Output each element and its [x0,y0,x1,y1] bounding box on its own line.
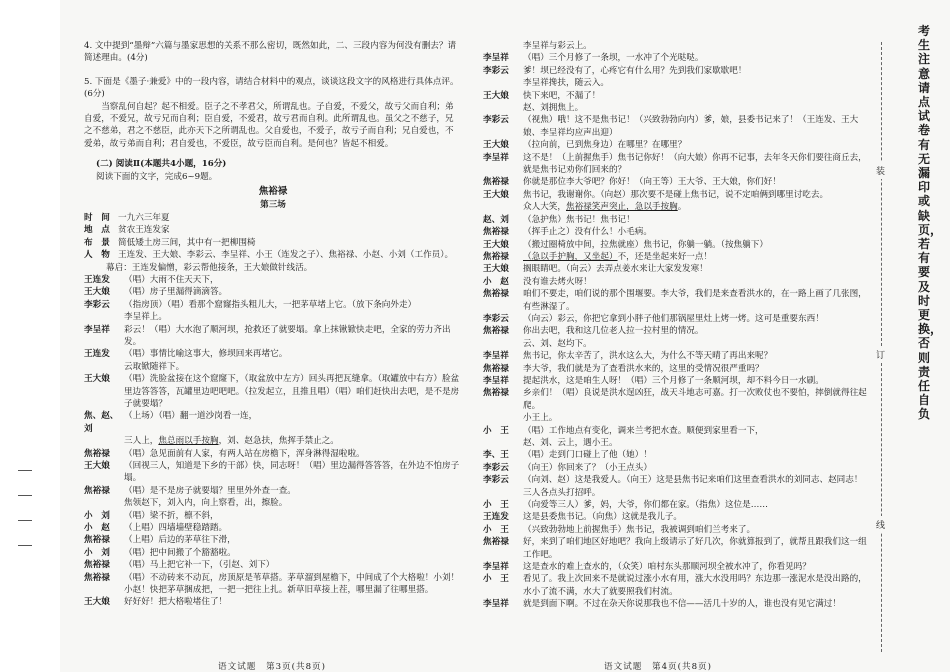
speech: （向爱等三人）爹，妈，大爷，你们都在家。（指焦）这位是…… [523,500,768,511]
left-margin [0,0,60,672]
stage-direction: 众人大笑，焦裕禄笑声突止，急以手按胸。 [523,202,687,213]
speech: （急以手护胸，又坐起）不，还是坐起来好一点！ [523,251,713,262]
dialogue-line [483,499,875,511]
dialogue-line [84,460,462,485]
dialogue-line [483,114,875,139]
dialogue-line [483,536,875,561]
speech: （唱）大雨不住天天下， [124,274,219,285]
speech: 好，来到了咱们地区好地吧？我向上级请示了好几次，你就算报到了，就帮且跟我们这一组工作吧。 [523,537,867,560]
speech: （唱）把中间搬了个豁豁啦。 [124,547,236,558]
speaker: 李彩云 [483,475,509,486]
examinee-notice: 考生注意请点试卷有无漏印或缺页，若有要及时更换，否则责任自负 [918,24,943,422]
dialogue-line [483,288,875,313]
meta-row [84,249,462,261]
meta-value: 一九六三年夏 [118,212,170,223]
speech: 彩云！（唱）大水泡了顺河坝，抢救还了就要塌。拿上抹锹锨快走吧，全家的劳力齐出发。 [124,324,451,347]
speaker: 李呈祥 [483,152,509,163]
dialogue-line [483,313,875,325]
dialogue-line [483,251,875,263]
dialogue-line [483,573,875,598]
stage-direction: 李呈祥与彩云上。 [523,41,592,51]
speaker: 焦裕禄 [483,326,509,337]
binding-mark-ding: 订 [876,346,885,363]
speaker: 李呈祥 [483,599,509,610]
dialogue-line [483,325,875,337]
meta-row [84,212,462,224]
meta-value: 简低矮土房三间，其中有一把柳围椅 [118,237,256,248]
speech: （上唱）四墙墙壁稳踏踏。 [124,523,228,534]
speech: （唱）是不是房子就要塌？里里外外查一查。 [124,485,296,496]
speech: （回视三人，知道是下乡的干部）快，同志呀！（唱）里边漏得答答答，在外边不怕房子塌。 [124,461,460,484]
meta-value: 王连发、王大娘、李彩云、李呈祥、小王（连发之子）、焦裕禄、小赵、小刘（工作员）。 [118,250,454,261]
dialogue-line [483,263,875,275]
dialogue-line [483,387,875,412]
dialogue-line [84,324,462,349]
speech: （向云）彩云，你把它拿到小胖子他们那锅屋里灶上烤一烤。这可是重要东西！ [523,313,824,324]
speech: （指房顶）（唱）看那个窟窿指头粗儿大，一把茅草堵上它。（放下条向外走） [124,299,417,310]
dialogue-line [84,410,462,435]
footer-page-4: 语文试题 第4页(共8页) [604,662,712,672]
speech: （唱）走到门口碰上了他（她）！ [523,450,652,461]
curtain-note: 幕启：王连发偏憎，彩云帮他接条，王大娘做针线活。 [106,262,313,273]
dialogue-line [483,474,875,486]
speech: 快下来吧，不漏了！ [523,90,601,101]
binding-mark-zhuang: 装 [876,162,885,179]
speech: （唱）房子里漏得滴滴答。 [124,287,228,298]
dialogue-line [84,510,462,522]
meta-key: 时 间 [84,212,110,223]
speech: （急护焦）焦书记！焦书记！ [523,214,635,225]
speaker: 李呈祥 [483,53,509,64]
speaker: 王连发 [84,349,110,360]
dialogue-line [84,547,462,559]
speaker: 焦裕禄 [84,535,110,546]
right-dialogue [483,40,875,611]
speaker: 小 刘 [84,510,110,521]
speaker: 焦裕禄 [483,177,509,188]
speech: 提起洪水，这是咱生人呀！（唱）三个月修了一条顺河坝，却不料今日一水刷。 [523,375,824,386]
speech: （唱）洗脸盆接在这个窟窿下，（取盆放中左方）回头再把瓦缝拿。（取罐放中右方）脸盆里边答答答，瓦罐里边吧吧吧。（拉发起立，且推且唱）（唱）咱们赶快出去吧，是不是房子就要塌？ [124,374,460,409]
speaker: 小 赵 [483,276,509,287]
speaker: 焦裕禄 [483,388,509,399]
dialogue-line [483,139,875,151]
dialogue-line [84,286,462,298]
dialogue-line [483,375,875,387]
stage-direction: 小王上。 [523,413,558,424]
dialogue-line [84,596,462,608]
speaker: 王大娘 [483,140,509,151]
speech: （唱）事情比喻这事大，修坝回来再堵它。 [124,349,288,360]
speaker: 焦裕禄 [483,227,509,238]
speaker: 李呈祥 [84,324,110,335]
speaker: 王大娘 [483,189,509,200]
dialogue-line [84,534,462,546]
dialogue-line [483,449,875,461]
question-4: 4. 文中提到“墨辩”六篇与墨家思想的关系不那么密切，既然如此，二、三段内容为何没有删去？请简述理由。(4分) [84,41,457,64]
speech: 焦书记，你太辛苦了，洪水这么大，为什么不等天晴了再出来呢？ [523,351,773,362]
page-4 [483,40,875,611]
stage-direction: 三人各点头打招呼。 [523,487,601,498]
dialogue-line [483,561,875,573]
stage-direction: 云、刘、赵均下。 [523,338,592,349]
speech: （搬过圈椅放中间，拉焦就座）焦书记，你躺一躺。（按焦躺下） [523,239,768,250]
binding-marks [18,470,32,570]
speaker: 李呈祥 [483,562,509,573]
speech: （唱）三个月修了一条坝，一水冲了个光哒哒。 [523,53,704,64]
speaker: 李呈祥 [483,375,509,386]
stage-direction: 赵、刘拥焦上。 [523,103,584,114]
dialogue-line [84,522,462,534]
speech: 这不是！（上前握焦手）焦书记你好！（向大娘）你再不记事，去年冬天你们要往商丘去，就是焦书记劝你们回来的？ [523,152,867,176]
meta-key: 布 景 [84,237,110,248]
speaker: 李彩云 [483,462,509,473]
stage-direction: 三人上，焦总雨以手按胸，刘、赵急扶，焦挥手禁止之。 [124,436,339,447]
stage-direction: 赵、刘、云上，遇小王。 [523,438,618,448]
dialogue-line [483,65,875,77]
speaker: 小 王 [483,574,509,585]
dialogue-line [84,348,462,360]
speech: （向王）你回来了？（小王点头） [523,462,652,473]
speech: （视焦）哦！这不是焦书记！（兴致勃勃向内）爹，娘，县委书记来了！（王连发、王大娘、李呈祥均应声出迎） [523,115,859,138]
stage-direction: 李呈祥上。 [124,312,167,323]
speaker: 焦裕禄 [84,448,110,459]
speaker: 王大娘 [483,264,509,275]
speech: （上场）（唱）翻一道沙岗看一连， [124,411,258,422]
speaker: 焦裕禄 [84,560,110,571]
speech: 你就是那位李大爷吧？你好！（向王等）王大爷、王大娘，你们好！ [523,177,781,188]
speaker: 小 赵 [84,523,110,534]
speaker: 李呈祥 [483,351,509,362]
speech: 这是查水的难上查水的，（众笑）咱村东头那顺河坝全被水冲了，你看见吗？ [523,562,811,573]
speaker: 王大娘 [84,374,110,385]
stage-direction: 李呈祥搀扶，随云入。 [523,78,609,89]
speaker: 王大娘 [483,90,509,101]
dialogue-line [483,350,875,362]
speech: （挥手止之）没有什么！小毛病。 [523,227,652,238]
question-5: 5. 下面是《墨子·兼爱》中的一段内容，请结合材料中的观点，谈谈这段文字的风格进行具体点评。(6分) [84,76,459,100]
scene-title: 第三场 [260,200,286,211]
speech: 乡亲们！（唱）良说是洪水逞凶狂，战天斗地志可嘉。打一次败仗也不要怕，摔倒就得往起爬。 [523,388,867,411]
dialogue-line [483,524,875,536]
meta-key: 地 点 [84,225,110,236]
speaker: 焦、赵、刘 [84,411,119,434]
speaker: 王大娘 [483,239,509,250]
page-3 [84,40,462,609]
speaker: 王大娘 [84,461,110,471]
speaker: 焦裕禄 [483,537,509,548]
speaker: 李、王 [483,450,509,461]
speaker: 焦裕禄 [483,289,509,300]
speaker: 王大娘 [84,597,110,608]
left-dialogue [84,274,462,609]
speaker: 赵、刘 [483,214,509,225]
dialogue-line [84,572,462,597]
dialogue-line [483,176,875,188]
dialogue-line [483,276,875,288]
speech: （兴致勃勃地上前握焦手）焦书记，我被调到咱们兰考来了。 [523,524,756,535]
speaker: 焦裕禄 [84,485,110,496]
speaker: 王大娘 [84,287,110,298]
speech: 没有谁去烤火呀！ [523,276,592,287]
speech: 就是到面下啊。不过在杂天你说那我也不信——活几十岁的人，谁也没有见它满过！ [523,599,841,610]
section-heading: (二) 阅读Ⅱ(本题共4小题，16分) [96,159,227,170]
dialogue-line [483,152,875,177]
speech: （唱）梁不折，檩不斜， [124,510,219,521]
dialogue-line [483,598,875,610]
dialogue-line [483,214,875,226]
speaker: 焦裕禄 [483,363,509,374]
dialogue-line [84,373,462,410]
speaker: 小 王 [483,500,509,511]
speech: 咱们不要走，咱们说的那个围堰要。李大爷，我们是来查看洪水的，在一路上画了几张图，有些淋湿了。 [523,289,867,312]
dialogue-line [84,448,462,460]
speaker: 王连发 [84,274,110,285]
meta-key: 人 物 [84,250,110,261]
section-instruction: 阅读下面的文字，完成6~9题。 [96,171,218,182]
speech: 这是县委焦书记。（向焦）这就是我儿子。 [523,512,682,523]
speaker: 小 刘 [84,547,110,558]
dialogue-line [483,425,875,437]
speech: 李大爷，我们就是为了查看洪水来的，这里的受情况很严重吗？ [523,363,764,374]
footer-page-3: 语文试题 第3页(共8页) [218,662,326,672]
play-meta [84,212,462,262]
dialogue-line [483,226,875,238]
speech: 看见了。我上次回来不是就说过涨小水有用，涨大水没用吗？东边那一涨泥水是没出路的，水小了流不满，水大了就要照我们村流。 [523,574,867,597]
meta-row [84,237,462,249]
play-title: 焦裕禄 [258,186,288,198]
dialogue-line [483,189,875,201]
stage-direction: 云取锨随祥下。 [124,361,185,372]
dialogue-line [483,239,875,251]
speech: 爹！坝已经没有了，心疼它有什么用？先到我们家歇歇吧！ [523,65,747,76]
dialogue-line [84,485,462,497]
speaker: 小 王 [483,524,509,535]
speaker: 李彩云 [483,65,509,76]
speech: （唱）工作地点有变化，调来兰考把水查。顺便到家里看一下， [523,425,764,436]
speech: （唱）马上把它补一下，（引赵、刘下） [124,560,275,571]
speech: （向刘、赵）这是我爱人。（向王）这是县焦书记来咱们这里查看洪水的刘同志、赵同志！ [523,475,863,486]
speech: 焦书记，我谢谢你。（向赵）那次要不是碰上焦书记，说不定咱俩到哪里讨吃去。 [523,189,829,200]
speech: 你出去吧，我和这几位老人拉一拉村里的情况。 [523,326,704,337]
speaker: 小 王 [483,425,509,436]
dialogue-line [84,299,462,311]
speaker: 李彩云 [483,313,509,324]
speaker: 李彩云 [483,115,509,126]
speech: （唱）不动砖来不动瓦，房顶原是苇草搭。茅草溜到屋檐下，中间成了个大格啦！小刘！小赵！快把茅草捆成把，一把一把往上扎。新草旧草接上茬，哪里漏了往哪里搭。 [124,572,460,596]
meta-value: 贫农王连发家 [118,225,170,236]
speech: （上唱）后边的茅草往下滑， [124,535,236,546]
dialogue-line [84,559,462,571]
binding-mark-xian: 线 [876,516,885,533]
meta-row [84,224,462,236]
speech: （拉向前，已到焦身边）在哪里？在哪里？ [523,140,687,151]
dialogue-line [84,274,462,286]
speech: 好好好！把大格啦堵住了！ [124,597,228,608]
dialogue-line [483,462,875,474]
speaker: 李彩云 [84,299,110,310]
speaker: 王连发 [483,512,509,523]
speech: （唱）急见面前有人家，有两人站在房檐下，浑身淋得湿啦啦。 [124,448,365,459]
speaker: 焦裕禄 [483,251,509,262]
dialogue-line [483,363,875,375]
dialogue-line [483,511,875,523]
dialogue-line [483,90,875,102]
speaker: 焦裕禄 [84,572,110,583]
stage-direction: 焦领赵下，刘入内，向上察看，出，擦脸。 [124,498,288,509]
speech: 搁眼睛吧。（向云）去弄点姜水来让大家发发寒！ [523,264,708,275]
dialogue-line [483,52,875,64]
question-5-passage: 当察乱何自起？起不相爱。臣子之不孝君父，所谓乱也。子自爱，不爱父，故亏父而自利；弟自爱，不爱兄，故亏兄而自利；臣自爱，不爱君，故亏君而自利。此所谓乱也。虽父之不慈子，兄之不慈弟，君之不慈臣，此亦天下之所谓乱也。父自爱也，不爱子，故亏子而自利；兄自爱也，不爱弟，故亏弟而自利；君自爱也，不爱臣，故亏臣而自利。是何也？皆起不相爱。 [84,101,454,149]
